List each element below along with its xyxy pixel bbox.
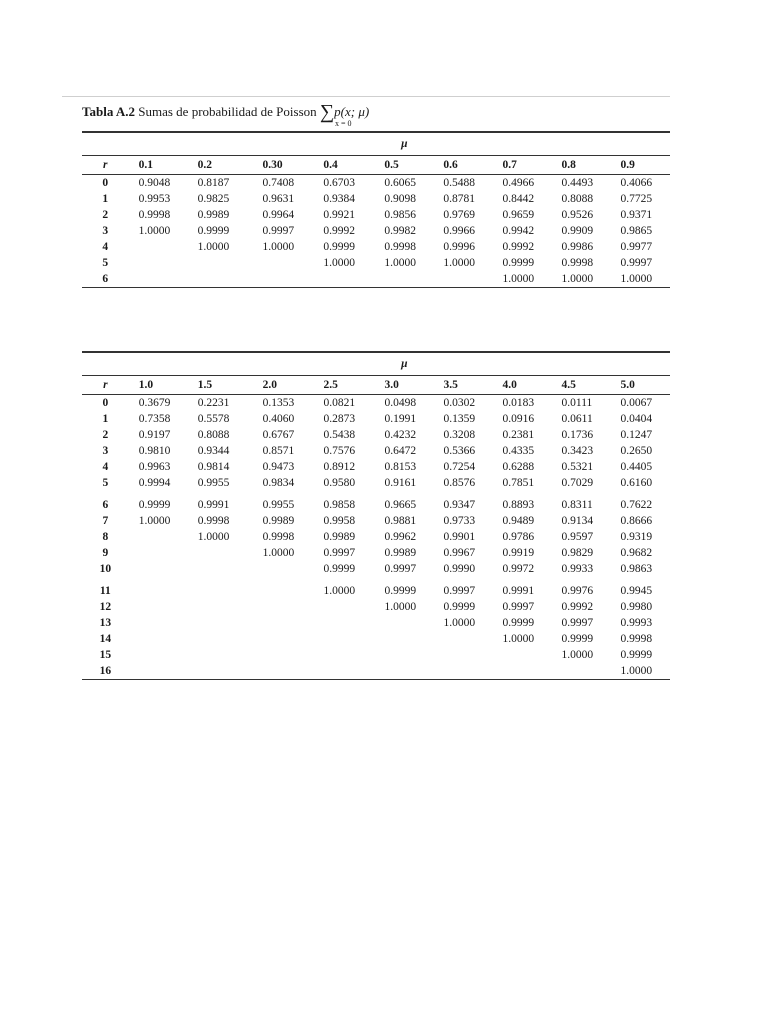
probability-cell: 0.9997 — [384, 563, 417, 575]
table-row — [82, 631, 670, 647]
probability-cell: 0.7358 — [138, 413, 171, 425]
summation-symbol: ∑ — [319, 101, 335, 123]
r-value: 10 — [99, 563, 112, 575]
probability-cell: 0.9967 — [443, 547, 476, 559]
probability-cell — [139, 561, 198, 577]
probability-cell — [198, 271, 263, 288]
probability-cell: 1.0000 — [502, 271, 561, 288]
mu-column-header: 2.0 — [263, 376, 324, 395]
probability-cell: 0.9631 — [262, 193, 295, 205]
probability-cell: 0.8571 — [262, 445, 295, 457]
probability-cell: 0.9966 — [443, 225, 476, 237]
table-row — [82, 663, 670, 680]
probability-cell — [139, 239, 198, 255]
probability-cell: 0.9962 — [384, 531, 417, 543]
r-value: 0 — [102, 177, 109, 189]
probability-cell: 0.9319 — [620, 531, 653, 543]
probability-cell: 1.0000 — [138, 225, 171, 237]
mu-label: μ — [139, 352, 670, 376]
probability-cell — [198, 647, 263, 663]
mu-column-header: 4.0 — [503, 376, 562, 395]
probability-cell: 0.9955 — [262, 499, 295, 511]
probability-cell: 0.4405 — [620, 461, 653, 473]
probability-cell: 0.9998 — [262, 531, 295, 543]
probability-cell: 0.9810 — [138, 445, 171, 457]
probability-cell: 0.5366 — [443, 445, 476, 457]
probability-cell: 1.0000 — [262, 241, 295, 253]
probability-cell: 0.9955 — [197, 477, 230, 489]
probability-cell: 0.9991 — [197, 499, 230, 511]
probability-cell: 0.9733 — [443, 515, 476, 527]
mu-column-header: 0.30 — [262, 156, 323, 175]
probability-cell: 0.9161 — [384, 477, 417, 489]
probability-cell: 0.5488 — [443, 177, 476, 189]
probability-cell — [324, 599, 385, 615]
probability-cell: 0.8311 — [561, 499, 593, 511]
mu-column-header: 1.0 — [139, 376, 198, 395]
probability-cell: 0.9982 — [384, 225, 417, 237]
probability-cell — [198, 545, 263, 561]
probability-cell: 0.3679 — [138, 397, 171, 409]
probability-cell: 0.9991 — [502, 585, 535, 597]
probability-cell — [443, 647, 502, 663]
top-rule — [62, 96, 670, 97]
probability-cell: 0.9992 — [502, 241, 535, 253]
probability-cell: 0.9999 — [620, 649, 653, 661]
table-number: Tabla A.2 — [82, 104, 135, 119]
probability-cell: 0.9998 — [620, 633, 653, 645]
mu-column-header: 3.0 — [384, 376, 443, 395]
probability-cell — [263, 599, 324, 615]
probability-cell — [198, 577, 263, 599]
probability-cell: 0.8153 — [384, 461, 417, 473]
probability-cell: 0.0611 — [561, 413, 593, 425]
probability-cell: 0.9473 — [262, 461, 295, 473]
probability-cell: 1.0000 — [443, 257, 476, 269]
probability-cell: 1.0000 — [561, 271, 620, 288]
probability-cell: 0.0111 — [561, 397, 593, 409]
probability-cell: 0.9933 — [561, 563, 594, 575]
r-header: r — [82, 156, 139, 175]
probability-cell: 0.8912 — [323, 461, 356, 473]
probability-cell: 0.9942 — [502, 225, 535, 237]
table-row — [82, 459, 670, 475]
probability-cell: 0.9997 — [620, 257, 653, 269]
probability-cell — [262, 271, 323, 288]
mu-column-header: 0.1 — [139, 156, 198, 175]
probability-cell: 0.9682 — [620, 547, 653, 559]
probability-cell: 0.0067 — [620, 397, 653, 409]
r-value: 5 — [102, 257, 109, 269]
probability-cell: 0.9909 — [561, 225, 594, 237]
table-row — [82, 255, 670, 271]
probability-cell: 0.8088 — [561, 193, 594, 205]
probability-cell: 1.0000 — [197, 531, 230, 543]
probability-cell — [139, 529, 198, 545]
probability-cell: 0.9997 — [323, 547, 356, 559]
probability-cell: 0.7622 — [620, 499, 653, 511]
probability-cell: 0.7254 — [443, 461, 476, 473]
r-value: 14 — [99, 633, 112, 645]
probability-cell: 0.7576 — [323, 445, 356, 457]
probability-cell — [198, 255, 263, 271]
probability-cell: 0.9992 — [561, 601, 594, 613]
probability-cell: 1.0000 — [384, 257, 417, 269]
table-row — [82, 175, 670, 192]
probability-cell: 0.9997 — [502, 601, 535, 613]
probability-cell: 0.2231 — [197, 397, 230, 409]
r-value: 13 — [99, 617, 112, 629]
probability-cell: 0.9999 — [561, 633, 594, 645]
probability-cell: 0.1247 — [620, 429, 653, 441]
table-row — [82, 395, 670, 412]
r-value: 4 — [102, 241, 109, 253]
table-row — [82, 615, 670, 631]
table-title: Sumas de probabilidad de Poisson — [138, 104, 317, 119]
probability-cell: 0.0183 — [502, 397, 535, 409]
probability-cell — [263, 647, 324, 663]
probability-cell — [443, 663, 502, 680]
probability-cell: 0.9999 — [384, 585, 417, 597]
probability-cell — [139, 647, 198, 663]
r-value: 9 — [102, 547, 109, 559]
probability-cell: 0.1991 — [384, 413, 417, 425]
probability-cell — [198, 615, 263, 631]
table-row — [82, 443, 670, 459]
probability-cell: 0.4493 — [561, 177, 594, 189]
mu-column-header: 0.9 — [621, 156, 670, 175]
probability-cell: 0.9998 — [384, 241, 417, 253]
probability-cell — [139, 615, 198, 631]
mu-column-header: 0.5 — [384, 156, 443, 175]
probability-cell: 0.6767 — [262, 429, 295, 441]
probability-cell: 0.9597 — [561, 531, 594, 543]
probability-cell: 0.6472 — [384, 445, 417, 457]
mu-column-header: 3.5 — [443, 376, 502, 395]
probability-cell: 0.9919 — [502, 547, 535, 559]
probability-cell: 1.0000 — [197, 241, 230, 253]
probability-cell: 0.9921 — [323, 209, 356, 221]
probability-cell: 0.9990 — [443, 563, 476, 575]
r-value: 6 — [102, 499, 109, 511]
probability-cell: 0.9865 — [620, 225, 653, 237]
probability-cell: 0.9997 — [262, 225, 295, 237]
probability-cell: 1.0000 — [323, 585, 356, 597]
probability-cell: 0.9347 — [443, 499, 476, 511]
probability-cell: 0.7029 — [561, 477, 594, 489]
probability-cell: 0.7851 — [502, 477, 535, 489]
r-value: 1 — [102, 413, 109, 425]
probability-cell — [503, 647, 562, 663]
probability-cell: 0.9993 — [620, 617, 653, 629]
probability-cell: 0.8442 — [502, 193, 535, 205]
probability-cell: 0.9863 — [620, 563, 653, 575]
probability-cell: 0.9526 — [561, 209, 594, 221]
probability-cell: 0.9999 — [323, 563, 356, 575]
r-value: 6 — [82, 271, 139, 288]
probability-cell: 0.0302 — [443, 397, 476, 409]
table-row — [82, 599, 670, 615]
mu-column-header: 0.2 — [198, 156, 263, 175]
r-value: 3 — [102, 445, 109, 457]
mu-label: μ — [139, 132, 670, 156]
probability-cell — [262, 255, 323, 271]
probability-cell — [263, 631, 324, 647]
table-row — [82, 223, 670, 239]
r-value: 8 — [102, 531, 109, 543]
table-row — [82, 411, 670, 427]
probability-cell — [324, 663, 385, 680]
probability-cell: 0.6288 — [502, 461, 535, 473]
probability-cell — [198, 631, 263, 647]
probability-cell: 0.0821 — [323, 397, 356, 409]
probability-cell: 0.1353 — [262, 397, 295, 409]
probability-cell: 0.9856 — [384, 209, 417, 221]
r-value: 2 — [102, 209, 109, 221]
probability-cell: 0.2873 — [323, 413, 356, 425]
probability-cell — [139, 663, 198, 680]
mu-column-header: 5.0 — [621, 376, 670, 395]
probability-cell: 0.8187 — [197, 177, 230, 189]
probability-cell — [384, 647, 443, 663]
probability-cell: 0.9829 — [561, 547, 594, 559]
mu-column-header: 2.5 — [324, 376, 385, 395]
probability-cell: 0.9999 — [197, 225, 230, 237]
probability-cell: 1.0000 — [502, 633, 535, 645]
table-row — [82, 475, 670, 491]
sum-subscript: x = 0 — [335, 119, 352, 128]
probability-cell: 0.9999 — [502, 617, 535, 629]
probability-cell — [384, 615, 443, 631]
probability-cell: 0.7725 — [620, 193, 653, 205]
probability-cell: 0.9964 — [262, 209, 295, 221]
probability-cell — [503, 663, 562, 680]
probability-cell: 1.0000 — [621, 271, 670, 288]
probability-cell — [139, 599, 198, 615]
probability-cell: 0.9858 — [323, 499, 356, 511]
probability-cell: 0.0916 — [502, 413, 535, 425]
probability-cell: 0.9384 — [323, 193, 356, 205]
r-value: 11 — [99, 585, 111, 597]
mu-column-header: 4.5 — [562, 376, 621, 395]
probability-cell: 0.6703 — [323, 177, 356, 189]
r-value: 4 — [102, 461, 109, 473]
probability-cell — [263, 615, 324, 631]
probability-cell: 0.2650 — [620, 445, 653, 457]
mu-header-row — [82, 352, 670, 376]
column-header-row — [82, 376, 670, 395]
probability-cell: 0.9048 — [138, 177, 171, 189]
probability-cell: 0.9997 — [443, 585, 476, 597]
probability-cell: 0.9999 — [138, 499, 171, 511]
mu-column-header: 0.6 — [443, 156, 502, 175]
probability-cell — [263, 561, 324, 577]
probability-cell: 0.4060 — [262, 413, 295, 425]
probability-cell: 0.9580 — [323, 477, 356, 489]
probability-cell: 0.9986 — [561, 241, 594, 253]
table-row — [82, 529, 670, 545]
mu-column-header: 0.4 — [323, 156, 384, 175]
probability-cell: 0.4966 — [502, 177, 535, 189]
probability-cell: 0.1736 — [561, 429, 594, 441]
probability-cell: 0.8666 — [620, 515, 653, 527]
probability-cell: 0.5578 — [197, 413, 230, 425]
table-row — [82, 207, 670, 223]
probability-cell — [139, 271, 198, 288]
table-row — [82, 513, 670, 529]
probability-cell: 0.3423 — [561, 445, 594, 457]
r-header: r — [82, 376, 139, 395]
probability-cell: 0.9769 — [443, 209, 476, 221]
probability-cell — [323, 271, 384, 288]
table-row — [82, 491, 670, 513]
probability-cell: 0.9998 — [138, 209, 171, 221]
table-row — [82, 239, 670, 255]
probability-cell: 0.9963 — [138, 461, 171, 473]
probability-cell: 0.9998 — [197, 515, 230, 527]
probability-cell — [324, 631, 385, 647]
probability-cell: 0.9999 — [502, 257, 535, 269]
probability-cell: 0.9989 — [262, 515, 295, 527]
probability-cell: 1.0000 — [323, 257, 356, 269]
table-row — [82, 561, 670, 577]
probability-cell: 0.4066 — [620, 177, 653, 189]
probability-cell: 0.9998 — [561, 257, 594, 269]
probability-cell — [139, 631, 198, 647]
r-value: 7 — [102, 515, 109, 527]
r-value: 3 — [102, 225, 109, 237]
probability-cell — [443, 631, 502, 647]
probability-cell — [198, 663, 263, 680]
probability-cell: 0.9659 — [502, 209, 535, 221]
probability-cell: 0.9814 — [197, 461, 230, 473]
poisson-table-1 — [82, 131, 670, 288]
r-value: 5 — [102, 477, 109, 489]
probability-cell: 0.9996 — [443, 241, 476, 253]
probability-cell: 0.9881 — [384, 515, 417, 527]
probability-cell: 0.9994 — [138, 477, 171, 489]
probability-cell: 0.9344 — [197, 445, 230, 457]
probability-cell: 0.6160 — [620, 477, 653, 489]
probability-cell: 0.9786 — [502, 531, 535, 543]
r-value: 0 — [102, 397, 109, 409]
probability-cell: 0.9980 — [620, 601, 653, 613]
probability-cell — [139, 577, 198, 599]
table-row — [82, 191, 670, 207]
probability-cell: 0.9989 — [323, 531, 356, 543]
probability-cell: 0.8781 — [443, 193, 476, 205]
table-caption — [82, 99, 370, 128]
probability-cell: 0.9665 — [384, 499, 417, 511]
probability-cell: 0.9945 — [620, 585, 653, 597]
probability-cell: 0.5438 — [323, 429, 356, 441]
probability-cell: 1.0000 — [384, 601, 417, 613]
probability-cell: 1.0000 — [138, 515, 171, 527]
mu-column-header: 0.7 — [502, 156, 561, 175]
probability-cell: 0.9977 — [620, 241, 653, 253]
probability-cell: 1.0000 — [262, 547, 295, 559]
table-row — [82, 427, 670, 443]
mu-header-row — [82, 132, 670, 156]
probability-cell: 0.8088 — [197, 429, 230, 441]
probability-cell: 0.4232 — [384, 429, 417, 441]
table-row — [82, 647, 670, 663]
probability-cell — [139, 545, 198, 561]
probability-cell — [324, 615, 385, 631]
mu-column-header: 1.5 — [198, 376, 263, 395]
probability-cell: 0.1359 — [443, 413, 476, 425]
probability-cell — [384, 271, 443, 288]
probability-cell: 0.4335 — [502, 445, 535, 457]
probability-cell: 0.9999 — [443, 601, 476, 613]
r-value: 1 — [102, 193, 109, 205]
probability-cell: 0.9197 — [138, 429, 171, 441]
probability-cell: 0.0404 — [620, 413, 653, 425]
table-row — [82, 545, 670, 561]
probability-cell: 0.9901 — [443, 531, 476, 543]
probability-cell: 0.9098 — [384, 193, 417, 205]
probability-cell — [198, 561, 263, 577]
probability-cell: 0.8576 — [443, 477, 476, 489]
r-value: 16 — [82, 663, 139, 680]
probability-cell: 0.5321 — [561, 461, 594, 473]
probability-cell — [443, 271, 502, 288]
r-value: 2 — [102, 429, 109, 441]
probability-cell — [263, 663, 324, 680]
probability-cell: 0.9958 — [323, 515, 356, 527]
probability-cell — [562, 663, 621, 680]
column-header-row — [82, 156, 670, 175]
probability-cell: 0.9953 — [138, 193, 171, 205]
probability-cell: 0.9999 — [323, 241, 356, 253]
probability-cell — [384, 631, 443, 647]
probability-cell: 1.0000 — [443, 617, 476, 629]
poisson-table-2 — [82, 351, 670, 680]
sum-expression: p(x; μ) — [334, 104, 370, 119]
probability-cell: 0.2381 — [502, 429, 535, 441]
probability-cell — [263, 577, 324, 599]
probability-cell — [198, 599, 263, 615]
probability-cell: 1.0000 — [561, 649, 594, 661]
r-value: 12 — [99, 601, 112, 613]
probability-cell — [384, 663, 443, 680]
probability-cell: 0.9997 — [561, 617, 594, 629]
probability-cell: 0.6065 — [384, 177, 417, 189]
probability-cell: 0.9989 — [384, 547, 417, 559]
probability-cell: 0.0498 — [384, 397, 417, 409]
table-row — [82, 577, 670, 599]
probability-cell: 0.9976 — [561, 585, 594, 597]
r-value: 15 — [99, 649, 112, 661]
probability-cell: 0.9992 — [323, 225, 356, 237]
mu-column-header: 0.8 — [561, 156, 620, 175]
probability-cell: 0.9134 — [561, 515, 594, 527]
probability-cell: 1.0000 — [621, 663, 670, 680]
probability-cell: 0.9972 — [502, 563, 535, 575]
probability-cell: 0.9489 — [502, 515, 535, 527]
probability-cell: 0.9825 — [197, 193, 230, 205]
probability-cell — [324, 647, 385, 663]
probability-cell: 0.7408 — [262, 177, 295, 189]
probability-cell: 0.9989 — [197, 209, 230, 221]
table-row — [82, 271, 670, 288]
probability-cell: 0.3208 — [443, 429, 476, 441]
probability-cell: 0.9371 — [620, 209, 653, 221]
probability-cell: 0.8893 — [502, 499, 535, 511]
probability-cell — [139, 255, 198, 271]
probability-cell: 0.9834 — [262, 477, 295, 489]
